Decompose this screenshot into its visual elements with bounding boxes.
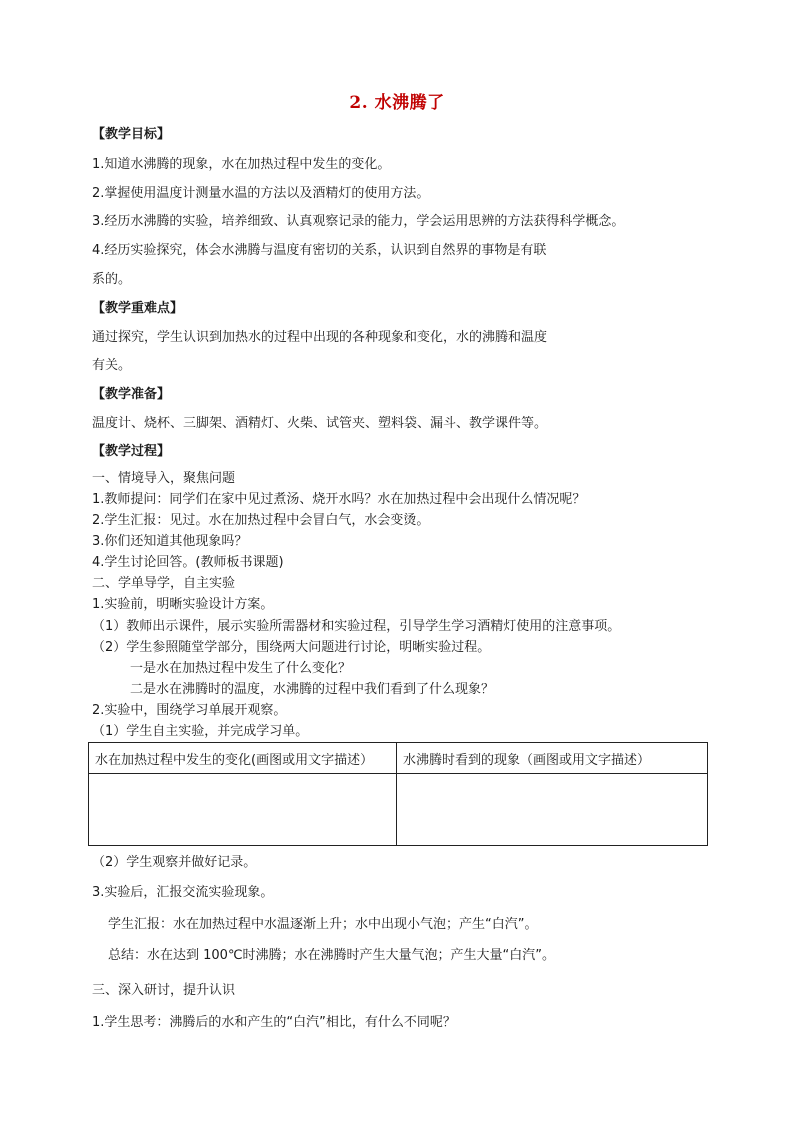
text-line: （2）学生参照随堂学部分，围绕两大问题进行讨论，明晰实验过程。 bbox=[92, 640, 491, 655]
text-line: 温度计、烧杯、三脚架、酒精灯、火柴、试管夹、塑料袋、漏斗、教学课件等。 bbox=[92, 416, 548, 431]
text-line: （1）学生自主实验，并完成学习单。 bbox=[92, 724, 309, 739]
section-heading: 【教学准备】 bbox=[92, 387, 171, 402]
text-line: 通过探究，学生认识到加热水的过程中出现的各种现象和变化，水的沸腾和温度 bbox=[92, 330, 548, 345]
text-line: 1.实验前，明晰实验设计方案。 bbox=[92, 597, 274, 612]
text-line: 一是水在加热过程中发生了什么变化？ bbox=[130, 661, 352, 676]
worksheet-header-row bbox=[89, 743, 708, 774]
text-line: 1.学生思考：沸腾后的水和产生的“白汽”相比，有什么不同呢？ bbox=[92, 1015, 456, 1030]
section-heading: 【教学目标】 bbox=[92, 127, 171, 142]
text-line: 3.经历水沸腾的实验，培养细致、认真观察记录的能力，学会运用思辨的方法获得科学概念。 bbox=[92, 214, 625, 229]
document-title: 2. 水沸腾了 bbox=[349, 93, 445, 113]
text-line: 有关。 bbox=[92, 358, 132, 373]
worksheet-header-cell: 水沸腾时看到的现象（画图或用文字描述） bbox=[397, 743, 708, 774]
text-line: 2.学生汇报：见过。水在加热过程中会冒白气，水会变烫。 bbox=[92, 513, 430, 528]
text-line: 4.学生讨论回答。(教师板书课题) bbox=[92, 555, 284, 570]
worksheet-answer-row bbox=[89, 774, 708, 846]
text-line: （2）学生观察并做好记录。 bbox=[92, 855, 257, 870]
worksheet-table bbox=[88, 742, 708, 846]
text-line: 二、学单导学，自主实验 bbox=[92, 576, 236, 591]
text-line: 2.掌握使用温度计测量水温的方法以及酒精灯的使用方法。 bbox=[92, 186, 430, 201]
text-line: 2.实验中，围绕学习单展开观察。 bbox=[92, 703, 287, 718]
text-line: 一、情境导入，聚焦问题 bbox=[92, 471, 236, 486]
text-line: 1.教师提问：同学们在家中见过煮汤、烧开水吗？水在加热过程中会出现什么情况呢？ bbox=[92, 492, 586, 507]
section-heading: 【教学重难点】 bbox=[92, 301, 184, 316]
text-line: 总结：水在达到 100℃时沸腾；水在沸腾时产生大量气泡；产生大量“白汽”。 bbox=[108, 948, 556, 963]
text-line: 三、深入研讨，提升认识 bbox=[92, 983, 236, 998]
text-line: 3.实验后，汇报交流实验现象。 bbox=[92, 885, 274, 900]
worksheet-answer-cell bbox=[89, 774, 397, 846]
worksheet-header-cell: 水在加热过程中发生的变化(画图或用文字描述） bbox=[89, 743, 397, 774]
text-line: 4.经历实验探究，体会水沸腾与温度有密切的关系，认识到自然界的事物是有联 bbox=[92, 243, 547, 258]
text-line: 系的。 bbox=[92, 272, 132, 287]
text-line: 学生汇报：水在加热过程中水温逐渐上升；水中出现小气泡；产生“白汽”。 bbox=[108, 917, 538, 932]
text-line: 1.知道水沸腾的现象，水在加热过程中发生的变化。 bbox=[92, 157, 391, 172]
text-line: 二是水在沸腾时的温度，水沸腾的过程中我们看到了什么现象？ bbox=[130, 682, 495, 697]
section-heading: 【教学过程】 bbox=[92, 444, 171, 459]
text-line: （1）教师出示课件，展示实验所需器材和实验过程，引导学生学习酒精灯使用的注意事项。 bbox=[92, 619, 621, 634]
text-line: 3.你们还知道其他现象吗？ bbox=[92, 534, 248, 549]
worksheet-answer-cell bbox=[397, 774, 708, 846]
